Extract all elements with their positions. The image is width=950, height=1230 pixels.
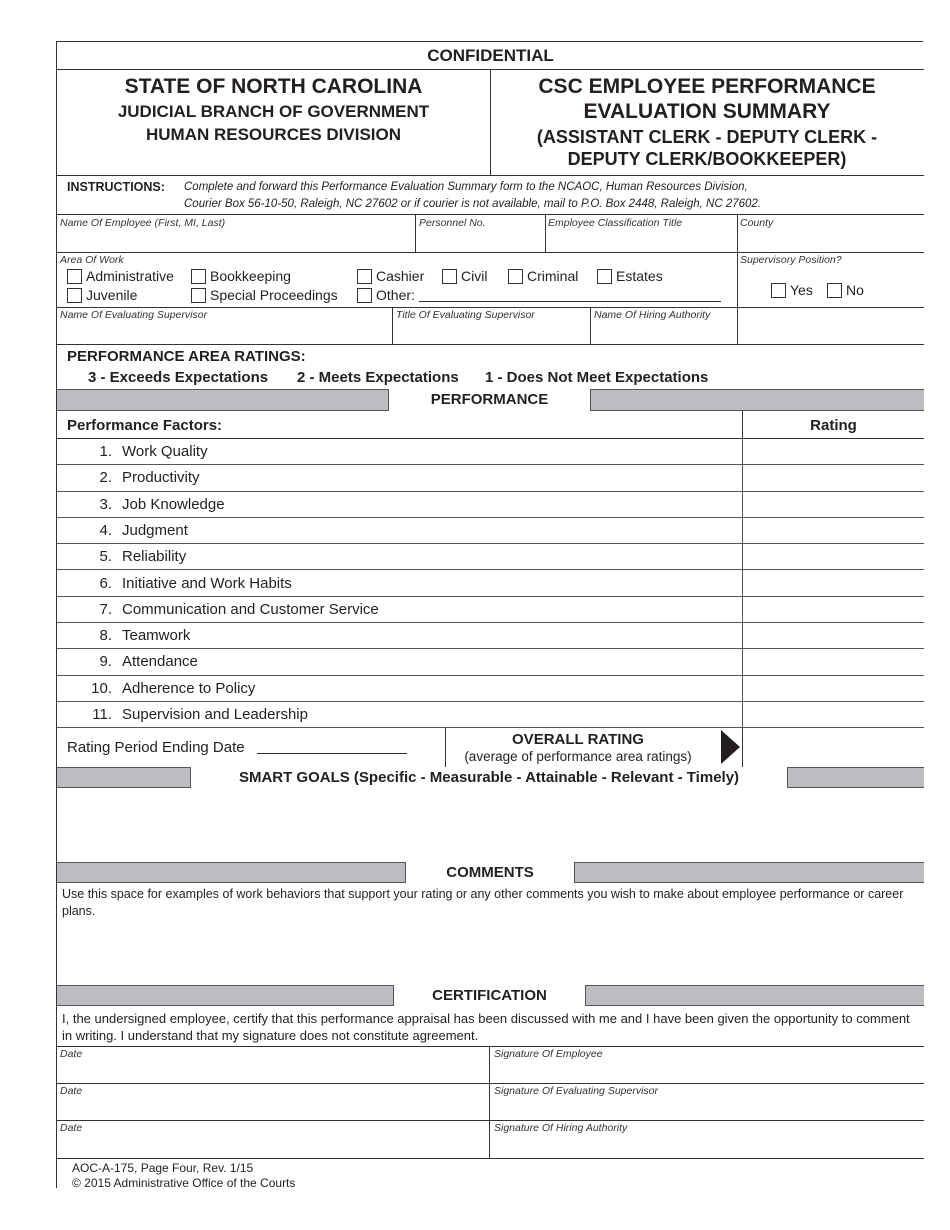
factor-rating-input[interactable]: [742, 702, 924, 727]
employee-signature-field[interactable]: [490, 1060, 924, 1082]
rating-scale-1: 1 - Does Not Meet Expectations: [485, 369, 709, 386]
evaluation-form: [56, 41, 923, 1188]
comments-banner: [57, 862, 924, 883]
factor-number: 5.: [99, 548, 112, 566]
factor-rating-input[interactable]: [742, 597, 924, 622]
date-field-supervisor[interactable]: [57, 1097, 488, 1119]
date-label-employee: Date: [60, 1048, 83, 1060]
checkbox[interactable]: [771, 283, 786, 298]
certification-banner: [57, 985, 924, 1006]
factor-name: Teamwork: [122, 627, 191, 645]
branch-title: JUDICIAL BRANCH OF GOVERNMENT: [117, 102, 430, 121]
arrow-right-icon: [721, 730, 740, 764]
factor-rating-input[interactable]: [742, 544, 924, 569]
factor-row: [57, 439, 924, 465]
checkbox[interactable]: [357, 269, 372, 284]
area-other-option[interactable]: Other:: [357, 287, 415, 303]
hiring-signature-field[interactable]: [490, 1134, 924, 1156]
classification-field[interactable]: [546, 227, 736, 251]
checkbox[interactable]: [191, 288, 206, 303]
rating-period-label: Rating Period Ending Date: [67, 739, 245, 756]
area-juvenile-option[interactable]: Juvenile: [67, 287, 137, 303]
factor-rating-input[interactable]: [742, 465, 924, 490]
eval-supervisor-name-label: Name Of Evaluating Supervisor: [60, 309, 208, 321]
factor-row: [57, 623, 924, 649]
checkbox[interactable]: [67, 269, 82, 284]
factor-name: Reliability: [122, 548, 187, 566]
overall-rating-subtitle: (average of performance area ratings): [464, 749, 692, 764]
factor-number: 6.: [99, 574, 112, 592]
personnel-no-field[interactable]: [416, 227, 544, 251]
form-subtitle-line1: (ASSISTANT CLERK - DEPUTY CLERK -: [536, 127, 878, 147]
area-civil-option[interactable]: Civil: [442, 268, 487, 284]
supervisor-signature-field[interactable]: [490, 1097, 924, 1119]
factor-number: 10.: [91, 679, 112, 697]
area-administrative-option[interactable]: Administrative: [67, 268, 174, 284]
factor-rating-input[interactable]: [742, 676, 924, 701]
comments-title: COMMENTS: [405, 862, 575, 883]
date-label-hiring: Date: [60, 1122, 83, 1134]
factor-name: Job Knowledge: [122, 495, 225, 513]
instructions-label: INSTRUCTIONS:: [67, 180, 165, 194]
factor-name: Initiative and Work Habits: [122, 574, 292, 592]
overall-rating-input[interactable]: [743, 729, 924, 766]
factor-row: [57, 518, 924, 544]
factor-rating-input[interactable]: [742, 492, 924, 517]
factor-number: 9.: [99, 653, 112, 671]
factor-row: [57, 571, 924, 597]
comments-instructions: Use this space for examples of work behaviors that support your rating or any other comments you wish to make about employee performance or career plans.: [62, 887, 904, 918]
instructions-line2: Courier Box 56-10-50, Raleigh, NC 27602 or if courier is not available, mail to P.O. Box 2448, Raleigh, NC 27602.: [184, 198, 762, 210]
copyright: © 2015 Administrative Office of the Courts: [72, 1176, 296, 1190]
factor-number: 7.: [99, 600, 112, 618]
form-subtitle-line2: DEPUTY CLERK/BOOKKEEPER): [567, 149, 847, 169]
smart-goals-title: SMART GOALS (Specific - Measurable - Attainable - Relevant - Timely): [190, 767, 788, 788]
performance-banner: [57, 389, 924, 411]
area-criminal-option[interactable]: Criminal: [508, 268, 578, 284]
factor-rating-input[interactable]: [742, 571, 924, 596]
ratings-title: PERFORMANCE AREA RATINGS:: [67, 348, 306, 365]
hiring-signature-label: Signature Of Hiring Authority: [494, 1122, 628, 1134]
area-estates-option[interactable]: Estates: [597, 268, 663, 284]
factor-row: [57, 597, 924, 623]
eval-supervisor-title-field[interactable]: [393, 322, 589, 344]
eval-supervisor-name-field[interactable]: [57, 322, 391, 344]
hiring-authority-field[interactable]: [591, 322, 736, 344]
date-label-supervisor: Date: [60, 1085, 83, 1097]
performance-factors-header: Performance Factors:: [67, 417, 223, 434]
factor-name: Attendance: [122, 653, 198, 671]
other-area-input-line[interactable]: [419, 288, 721, 302]
area-special-proceedings-option[interactable]: Special Proceedings: [191, 287, 338, 303]
rating-scale-3: 3 - Exceeds Expectations: [88, 369, 269, 386]
factor-number: 3.: [99, 495, 112, 513]
supervisory-yes-option[interactable]: Yes: [771, 282, 813, 298]
date-field-employee[interactable]: [57, 1060, 488, 1082]
checkbox[interactable]: [67, 288, 82, 303]
county-label: County: [740, 217, 774, 229]
county-field[interactable]: [738, 227, 924, 251]
personnel-no-label: Personnel No.: [419, 217, 486, 229]
division-title: HUMAN RESOURCES DIVISION: [145, 125, 402, 144]
rating-period-date-input[interactable]: [257, 740, 407, 754]
checkbox[interactable]: [597, 269, 612, 284]
certification-title: CERTIFICATION: [393, 985, 586, 1006]
classification-label: Employee Classification Title: [548, 217, 683, 229]
factor-rating-input[interactable]: [742, 623, 924, 648]
state-title: STATE OF NORTH CAROLINA: [124, 75, 423, 98]
checkbox[interactable]: [508, 269, 523, 284]
factor-number: 1.: [99, 443, 112, 460]
factor-name: Communication and Customer Service: [122, 600, 379, 618]
checkbox[interactable]: [827, 283, 842, 298]
factor-number: 8.: [99, 627, 112, 645]
area-of-work-label: Area Of Work: [60, 254, 124, 266]
form-number: AOC-A-175, Page Four, Rev. 1/15: [72, 1161, 254, 1175]
employee-name-field[interactable]: [57, 227, 414, 251]
factor-number: 2.: [99, 469, 112, 487]
eval-supervisor-title-label: Title Of Evaluating Supervisor: [396, 309, 535, 321]
factor-row: [57, 544, 924, 570]
certification-text: I, the undersigned employee, certify that this performance appraisal has been discussed with me and I have been given the opportunity to comment in writing. I understand that my signature does not constitute agreement.: [62, 1011, 910, 1043]
factor-row: [57, 676, 924, 702]
factor-name: Supervision and Leadership: [122, 706, 308, 723]
supervisory-no-option[interactable]: No: [827, 282, 864, 298]
factor-rating-input[interactable]: [742, 518, 924, 543]
hiring-authority-label: Name Of Hiring Authority: [594, 309, 711, 321]
factor-name: Productivity: [122, 469, 200, 487]
checkbox[interactable]: [357, 288, 372, 303]
comments-textarea[interactable]: [57, 922, 924, 984]
area-bookkeeping-option[interactable]: Bookkeeping: [191, 268, 291, 284]
employee-name-label: Name Of Employee (First, MI, Last): [60, 217, 226, 229]
factor-row: [57, 492, 924, 518]
factor-number: 11.: [92, 706, 112, 723]
employee-signature-label: Signature Of Employee: [494, 1048, 603, 1060]
overall-rating-title: OVERALL RATING: [512, 731, 644, 748]
factor-name: Judgment: [122, 521, 188, 539]
smart-goals-banner: [57, 767, 924, 788]
factor-row: [57, 465, 924, 491]
checkbox[interactable]: [442, 269, 457, 284]
form-title-line1: CSC EMPLOYEE PERFORMANCE: [538, 75, 876, 98]
rating-scale-2: 2 - Meets Expectations: [297, 369, 459, 386]
factor-row: [57, 702, 924, 728]
instructions-line1: Complete and forward this Performance Evaluation Summary form to the NCAOC, Human Resources Division,: [184, 181, 748, 193]
rating-column-header: Rating: [810, 417, 857, 434]
checkbox[interactable]: [191, 269, 206, 284]
form-title-line2: EVALUATION SUMMARY: [583, 100, 831, 123]
factor-number: 4.: [99, 521, 112, 539]
confidential-title: CONFIDENTIAL: [427, 46, 554, 65]
factor-name: Work Quality: [122, 443, 208, 460]
factor-row: [57, 649, 924, 675]
supervisory-position-label: Supervisory Position?: [740, 254, 842, 266]
factor-rating-input[interactable]: [742, 439, 924, 464]
date-field-hiring[interactable]: [57, 1134, 488, 1156]
area-cashier-option[interactable]: Cashier: [357, 268, 424, 284]
factor-name: Adherence to Policy: [122, 679, 256, 697]
factor-rating-input[interactable]: [742, 649, 924, 674]
supervisor-signature-label: Signature Of Evaluating Supervisor: [494, 1085, 659, 1097]
smart-goals-textarea[interactable]: [57, 789, 924, 861]
performance-section-title: PERFORMANCE: [388, 389, 591, 411]
